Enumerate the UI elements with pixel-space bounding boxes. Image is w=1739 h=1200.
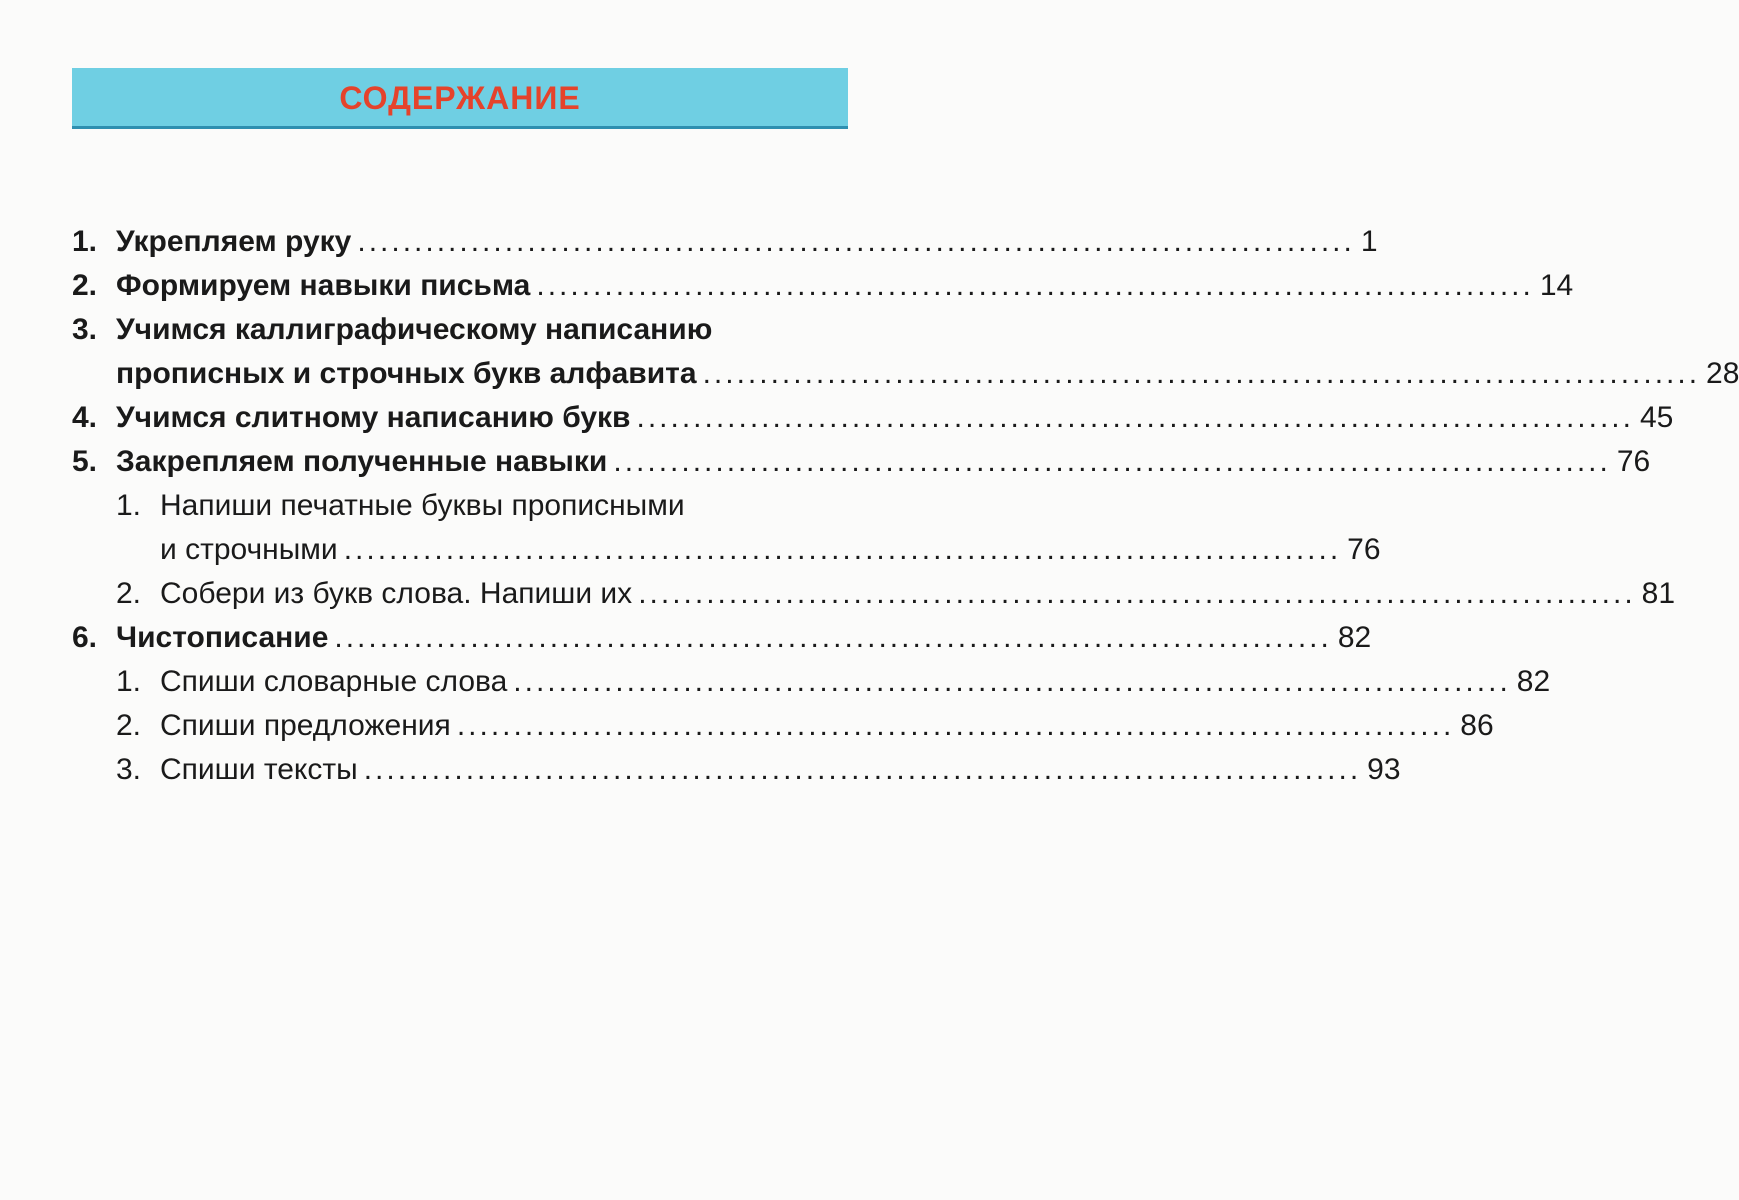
toc-subentry-6-1 [72, 660, 1551, 704]
toc-page: 45 [1639, 401, 1674, 434]
toc-title: Учимся слитному написанию букв [116, 401, 631, 434]
dot-leader: ........................................................................................ [334, 621, 1332, 654]
toc-page: 82 [1337, 621, 1372, 654]
toc-number: 1. [116, 489, 142, 522]
toc-entry-5 [72, 440, 1651, 484]
dot-leader: ........................................................................................ [702, 357, 1701, 390]
toc-number: 2. [116, 577, 142, 610]
dot-leader: ........................................................................................ [363, 753, 1362, 786]
toc-title: Чистописание [116, 621, 329, 654]
toc-number: 2. [72, 269, 98, 302]
dot-leader: ........................................................................................ [513, 665, 1511, 698]
dot-leader: ........................................................................................ [636, 401, 1634, 434]
toc-number: 6. [72, 621, 98, 654]
toc-number: 2. [116, 709, 142, 742]
toc-title: Спиши предложения [160, 709, 451, 742]
dot-leader: ........................................................................................ [638, 577, 1636, 610]
toc-number: 1. [72, 225, 98, 258]
toc-page: 81 [1641, 577, 1676, 610]
toc-title-line2: и строчными [160, 533, 338, 566]
toc-title: Укрепляем руку [116, 225, 352, 258]
toc-page: 86 [1460, 709, 1494, 742]
dot-leader: ........................................................................................ [343, 533, 1342, 566]
table-of-contents [72, 220, 1739, 792]
toc-page: 76 [1347, 533, 1381, 566]
toc-page: 82 [1516, 665, 1551, 698]
toc-number: 1. [116, 665, 142, 698]
header-banner [72, 68, 848, 129]
toc-entry-1 [72, 220, 1378, 264]
toc-title: Закрепляем полученные навыки [116, 445, 608, 478]
toc-page: 1 [1360, 225, 1378, 258]
toc-title-line2: прописных и строчных букв алфавита [116, 357, 697, 390]
toc-number: 3. [116, 753, 142, 786]
toc-title: Собери из букв слова. Напиши их [160, 577, 633, 610]
toc-subentry-6-3 [72, 748, 1401, 792]
toc-page: 14 [1539, 269, 1574, 302]
toc-subentry-5-1-cont [72, 528, 1381, 572]
toc-title-line1: Учимся каллиграфическому написанию [116, 313, 713, 346]
toc-entry-3 [72, 308, 848, 352]
toc-number: 5. [72, 445, 98, 478]
toc-entry-2 [72, 264, 1574, 308]
toc-page: 93 [1367, 753, 1401, 786]
toc-subentry-5-2 [72, 572, 1676, 616]
toc-subentry-6-2 [72, 704, 1494, 748]
toc-entry-4 [72, 396, 1674, 440]
toc-entry-6 [72, 616, 1372, 660]
toc-entry-3-cont [72, 352, 1739, 396]
dot-leader: ........................................................................................ [613, 445, 1611, 478]
toc-page: 28 [1706, 357, 1739, 390]
dot-leader: ........................................................................................ [456, 709, 1455, 742]
toc-title-line1: Напиши печатные буквы прописными [160, 489, 685, 522]
toc-subentry-5-1 [72, 484, 848, 528]
toc-title: Формируем навыки письма [116, 269, 531, 302]
toc-number: 3. [72, 313, 98, 346]
dot-leader: ........................................................................................ [357, 225, 1355, 258]
page-title: СОДЕРЖАНИЕ [339, 80, 581, 116]
toc-page: 76 [1616, 445, 1651, 478]
toc-number: 4. [72, 401, 98, 434]
toc-title: Спиши словарные слова [160, 665, 508, 698]
dot-leader: ........................................................................................ [536, 269, 1534, 302]
toc-title: Спиши тексты [160, 753, 358, 786]
